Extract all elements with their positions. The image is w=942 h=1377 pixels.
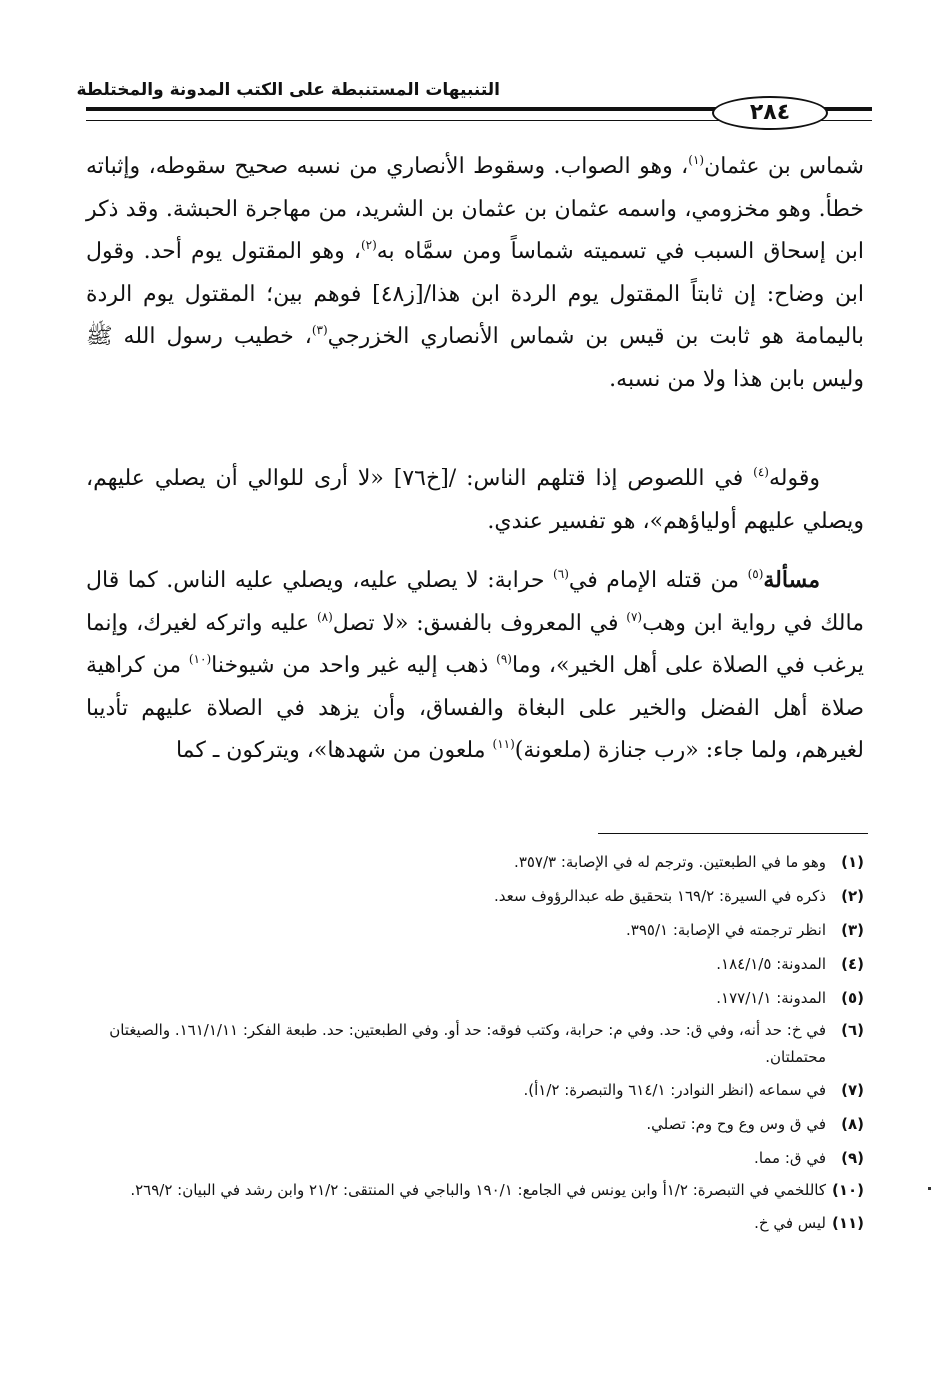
footnote-ref-6: (٦)	[553, 567, 569, 581]
footnote-number: (١١)	[831, 1214, 864, 1232]
footnote-number: (٤)	[841, 955, 864, 973]
footnote-text: وهو ما في الطبعتين. وترجم له في الإصابة: ٣٥٧/٣.	[514, 853, 826, 871]
footnote-ref-7: (٧)	[626, 609, 643, 624]
footnote-text: انظر ترجمته في الإصابة: ٣٩٥/١.	[626, 921, 826, 939]
footnotes	[92, 847, 864, 1242]
footnote-ref-11: (١١)	[492, 737, 515, 751]
text-run: من قتله الإمام في	[568, 568, 748, 593]
footnote-ref-10: (١٠)	[188, 652, 212, 666]
page-number: ٢٨٤	[749, 100, 791, 125]
text-run: حرابة: لا يصلي عليه، ويصلي عليه الناس. كما قال مالك في رواية ابن وهب	[86, 568, 864, 636]
text-run: شماس بن عثمان	[704, 154, 864, 179]
text-run: ذهب إليه غير واحد من شيوخنا	[211, 653, 497, 678]
footnote	[92, 1177, 864, 1204]
issue-heading: مسألة	[763, 567, 821, 593]
footnote-number: (٥)	[841, 989, 864, 1007]
footnote	[92, 1075, 864, 1105]
footnote-ref-1: (١)	[688, 153, 705, 167]
footnote-number: (١)	[841, 853, 864, 871]
footnote	[92, 983, 864, 1013]
footnote-text: ذكره في السيرة: ١٦٩/٢ بتحقيق طه عبدالرؤوف سعد.	[494, 887, 826, 905]
footnote	[92, 881, 864, 911]
footnote-number: (٧)	[841, 1081, 864, 1099]
footnote	[92, 949, 864, 979]
footnote	[92, 1143, 864, 1173]
footnote	[92, 847, 864, 877]
footnote-number: (٦)	[841, 1021, 864, 1039]
footnote-text: ليس في خ.	[754, 1214, 826, 1232]
text-run: ، وهو الصواب. وسقوط الأنصاري من نسبه صحيح سقوطه، وإثباته خطأ. وهو مخزومي، واسمه عثمان بن عثمان بن الشريد، من مهاجرة الحبشة. وقد ذكر ابن إسحاق السبب في تسميته شماساً ومن سمَّاه به	[86, 154, 864, 264]
footnote-number: (٩)	[841, 1149, 864, 1167]
footnote-text: المدونة: ١٨٤/١/٥.	[716, 955, 826, 973]
footnote-ref-9: (٩)	[496, 652, 512, 666]
paragraph-3	[86, 559, 864, 773]
footnote-ref-2: (٢)	[360, 238, 377, 252]
text-run: ، خطيب رسول الله ﷺ وليس بابن هذا ولا من نسبه.	[86, 324, 864, 392]
paragraph-2	[86, 458, 864, 543]
footnote	[92, 1109, 864, 1139]
footnote-text: في ق وس وع وح وم: تصلي.	[646, 1115, 826, 1133]
footnote	[92, 1017, 864, 1071]
text-run: من كراهية صلاة أهل الفضل والخير على البغاة والفساق، وأن يزهد في الصلاة عليهم تأديبا لغيرهم، ولما جاء: «رب جنازة (ملعونة)	[86, 653, 864, 763]
footnote-ref-5: (٥)	[747, 567, 764, 581]
text-run: عليه واتركه لغيرك، وإنما يرغب في الصلاة على أهل الخير»، وما	[86, 610, 864, 678]
paragraph-1	[86, 146, 864, 401]
text-run: في اللصوص إذا قتلهم الناس: /[خ٧٦] «لا أرى للوالي أن يصلي عليهم، ويصلي عليهم أولياؤهم»، هو تفسير عندي.	[86, 466, 864, 534]
margin-speck	[928, 1187, 931, 1190]
footnote-ref-4: (٤)	[753, 465, 769, 479]
footnote-separator	[598, 833, 868, 834]
footnote	[92, 1208, 864, 1238]
running-title: التنبيهات المستنبطة على الكتب المدونة والمختلطة	[76, 80, 500, 100]
page-number-badge	[712, 96, 828, 130]
footnote-text: في خ: حد أنه، وفي ق: حد. وفي م: حرابة، وكتب فوقه: حد أو. وفي الطبعتين: حد. طبعة الفكر: ١٦١/١/١١. والصيغتان محتملتان.	[109, 1021, 826, 1066]
footnote-text: في ق: مما.	[754, 1149, 826, 1167]
footnote-text: كاللخمي في التبصرة: ١/٢أ وابن يونس في الجامع: ١٩٠/١ والباجي في المنتقى: ٢١/٢ وابن رشد في البيان: ٢٦٩/٢.	[130, 1181, 826, 1199]
text-run: في المعروف بالفسق: «لا تصل	[332, 610, 627, 636]
footnote-text: في سماعه (انظر النوادر: ٦١٤/١ والتبصرة: ١/٢أ).	[523, 1081, 826, 1099]
footnote-number: (٣)	[841, 921, 864, 939]
text-run: وقوله	[768, 466, 820, 491]
text-run: ، وهو المقتول يوم أحد. وقول ابن وضاح: إن ثابتاً المقتول يوم الردة ابن هذا/[ز٤٨] فوهم بين؛ المقتول يوم الردة باليمامة هو ثابت بن قيس بن شماس الأنصاري الخزرجي	[86, 239, 865, 349]
footnote-number: (١٠)	[831, 1181, 864, 1199]
footnote-number: (٢)	[841, 887, 864, 905]
footnote-text: المدونة: ١٧٧/١/١.	[716, 989, 826, 1007]
footnote	[92, 915, 864, 945]
footnote-number: (٨)	[841, 1115, 864, 1133]
footnote-ref-3: (٣)	[311, 323, 328, 337]
footnote-ref-8: (٨)	[316, 609, 333, 624]
text-run: ملعون من شهدها»، ويتركون ـ كما	[175, 738, 493, 763]
